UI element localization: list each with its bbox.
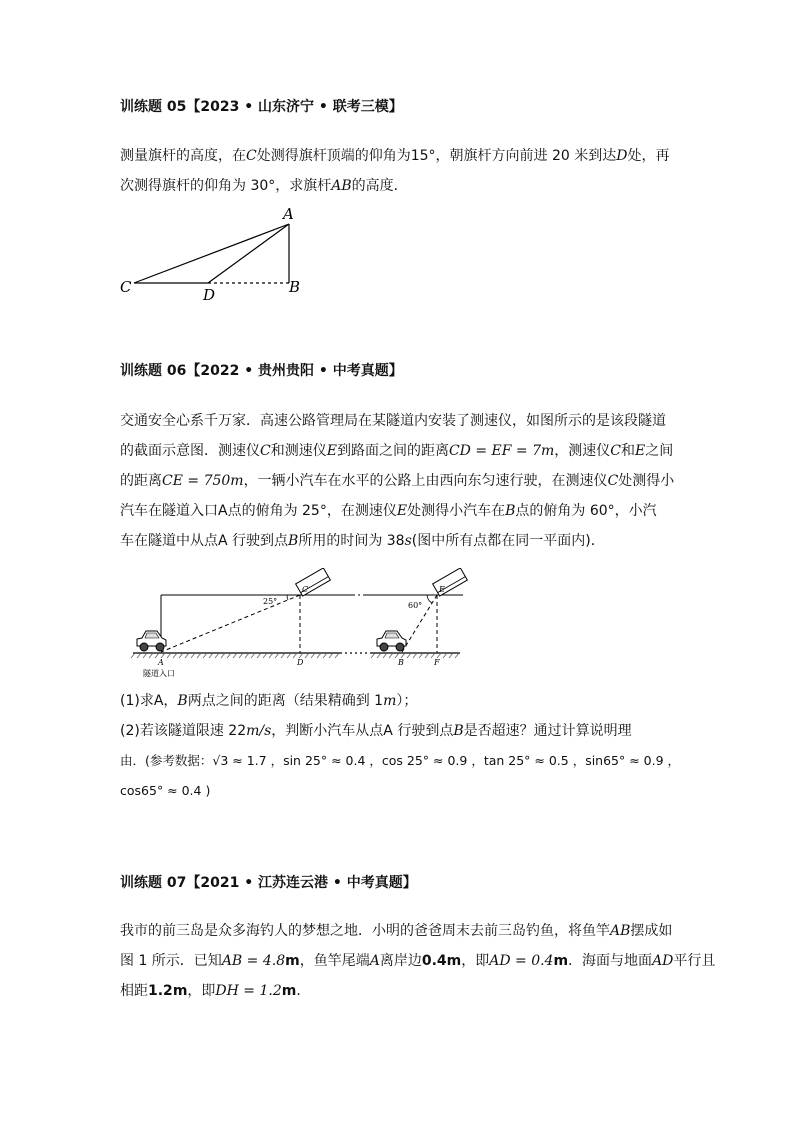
angle-arc-60: [427, 595, 432, 603]
point-label-B: B: [398, 658, 404, 667]
segment-DA: [208, 224, 289, 283]
angle-label-60: 60°: [408, 601, 423, 610]
point-label-C: C: [120, 278, 132, 296]
text-line: 次测得旗杆的仰角为 30°，求旗杆AB的高度．: [120, 178, 408, 194]
problem-07-text: [120, 916, 715, 1006]
point-label-A: A: [283, 205, 294, 223]
question-1: (1)求A，B两点之间的距离（结果精确到 1m）；: [120, 693, 418, 709]
problem-07-heading: 训练题 07【2021 • 江苏连云港 • 中考真题】: [120, 875, 417, 891]
problem-05-heading: 训练题 05【2023 • 山东济宁 • 联考三模】: [120, 99, 403, 115]
text-line: 的距离CE = 750m，一辆小汽车在水平的公路上由西向东匀速行驶，在测速仪C处测得小: [120, 473, 675, 489]
segment-CA: [134, 224, 289, 283]
point-label-B: B: [289, 278, 301, 296]
problem-06-text: [120, 406, 674, 556]
point-label-E: E: [439, 585, 445, 594]
point-label-C: C: [302, 585, 309, 594]
angle-label-25: 25°: [263, 597, 278, 606]
problem-06-questions: [120, 686, 680, 806]
reference-data: cos65° ≈ 0.4 ): [120, 783, 211, 798]
text-line: 相距1.2m，即DH = 1.2m．: [120, 983, 311, 999]
car-icon: [137, 631, 166, 651]
sight-line-CA: [161, 595, 300, 652]
road-hatching: [131, 653, 459, 658]
point-label-A: A: [158, 658, 164, 667]
text-line: 汽车在隧道入口A点的俯角为 25°，在测速仪E处测得小汽车在B点的俯角为 60°，小汽: [120, 503, 657, 519]
question-2: (2)若该隧道限速 22m/s，判断小汽车从点A 行驶到点B是否超速？通过计算说明理: [120, 723, 632, 739]
text-line: 的截面示意图．测速仪C和测速仪E到路面之间的距离CD = EF = 7m，测速仪C和E之间: [120, 443, 674, 459]
speed-camera-C: [296, 568, 331, 596]
text-line: 车在隧道中从点A 行驶到点B所用的时间为 38s(图中所有点都在同一平面内)．: [120, 533, 605, 549]
tunnel-figure: [125, 568, 470, 680]
point-label-D: D: [297, 658, 304, 667]
text-line: 我市的前三岛是众多海钓人的梦想之地．小明的爸爸周末去前三岛钓鱼，将鱼竿AB摆成如: [120, 923, 673, 939]
problem-05-text: [120, 141, 669, 201]
point-label-D: D: [203, 286, 216, 304]
car-icon: [377, 631, 406, 651]
speed-camera-E: [433, 568, 468, 596]
point-label-F: F: [434, 658, 440, 667]
text-line: 测量旗杆的高度，在C处测得旗杆顶端的仰角为15°，朝旗杆方向前进 20 米到达D处，再: [120, 148, 670, 164]
tunnel-entrance-label: 隧道入口: [143, 669, 175, 678]
text-line: 交通安全心系千万家．高速公路管理局在某隧道内安装了测速仪，如图所示的是该段隧道: [120, 413, 666, 429]
reference-data: 由．(参考数据：√3 ≈ 1.7 ，sin 25° ≈ 0.4 ，cos 25° ≈ 0.9 ，tan 25° ≈ 0.5 ，sin65° ≈ 0.9 ，: [120, 753, 681, 768]
flagpole-figure: [112, 200, 312, 305]
text-line: 图 1 所示．已知AB = 4.8m，鱼竿尾端A离岸边0.4m，即AD = 0.4m．海面与地面AD平行且: [120, 953, 716, 969]
angle-arc-25: [287, 595, 288, 600]
problem-06-heading: 训练题 06【2022 • 贵州贵阳 • 中考真题】: [120, 363, 403, 379]
